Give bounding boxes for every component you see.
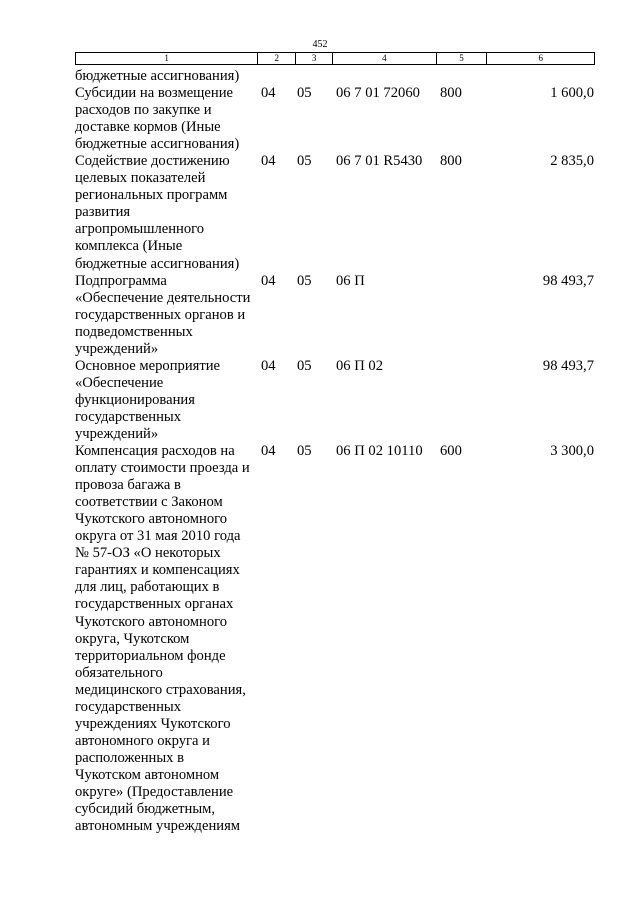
description-line: функционирования <box>75 391 195 408</box>
column-header-1: 1 <box>76 53 258 64</box>
description-line: провоза багажа в <box>75 477 181 494</box>
description-line: округе» (Предоставление <box>75 783 234 800</box>
expense-type-code: 600 <box>440 443 462 460</box>
target-article-code: 06 7 01 72060 <box>336 85 420 102</box>
description-line: бюджетные ассигнования) <box>75 255 240 272</box>
description-line: расположенных в <box>75 749 185 766</box>
table-row <box>75 273 595 358</box>
description-line: учреждениях Чукотского <box>75 715 231 732</box>
row-description <box>75 358 258 443</box>
expense-type-code: 800 <box>440 85 462 102</box>
table-row <box>75 68 595 85</box>
expense-type-code: 800 <box>440 153 462 170</box>
description-line: автономным учреждениям <box>75 818 241 835</box>
description-line: Чукотском автономном <box>75 766 220 783</box>
description-line: бюджетные ассигнования) <box>75 136 240 153</box>
table-row <box>75 443 595 835</box>
description-line: государственных органов и <box>75 306 246 323</box>
description-line: государственных <box>75 408 182 425</box>
description-line: «Обеспечение <box>75 374 164 391</box>
subsection-code: 05 <box>297 357 312 374</box>
table-body <box>75 68 595 835</box>
column-header-3: 3 <box>296 53 333 64</box>
subsection-code: 05 <box>297 153 312 170</box>
description-line: Чукотского автономного <box>75 511 228 528</box>
column-header-4: 4 <box>333 53 437 64</box>
target-article-code: 06 П 02 10110 <box>336 443 423 460</box>
description-line: региональных программ <box>75 187 228 204</box>
table-row <box>75 153 595 272</box>
page-number: 452 <box>312 39 328 50</box>
description-line: Подпрограмма <box>75 272 167 289</box>
description-line: государственных <box>75 698 182 715</box>
description-line: для лиц, работающих в <box>75 579 220 596</box>
row-description <box>75 273 258 358</box>
amount: 98 493,7 <box>542 357 594 374</box>
row-description <box>75 68 258 85</box>
description-line: оплату стоимости проезда и <box>75 460 250 477</box>
description-line: бюджетные ассигнования) <box>75 68 240 84</box>
description-line: субсидий бюджетным, <box>75 801 216 818</box>
description-line: Содействие достижению <box>75 153 230 170</box>
table-row <box>75 85 595 153</box>
description-line: Основное мероприятие <box>75 357 221 374</box>
description-line: медицинского страхования, <box>75 681 246 698</box>
row-description <box>75 443 258 835</box>
amount: 2 835,0 <box>550 153 594 170</box>
amount: 3 300,0 <box>550 443 594 460</box>
description-line: соответствии с Законом <box>75 494 223 511</box>
description-line: государственных органах <box>75 596 234 613</box>
description-line: Компенсация расходов на <box>75 443 235 460</box>
description-line: Чукотского автономного <box>75 613 228 630</box>
subsection-code: 05 <box>297 272 312 289</box>
description-line: агропромышленного <box>75 221 205 238</box>
table-row <box>75 358 595 443</box>
description-line: доставке кормов (Иные <box>75 119 221 136</box>
section-code: 04 <box>261 443 276 460</box>
description-line: подведомственных <box>75 323 193 340</box>
target-article-code: 06 7 01 R5430 <box>336 153 423 170</box>
description-line: «Обеспечение деятельности <box>75 289 251 306</box>
column-header-6: 6 <box>538 53 543 63</box>
description-line: целевых показателей <box>75 170 206 187</box>
description-line: гарантиях и компенсациях <box>75 562 240 579</box>
description-line: округа от 31 мая 2010 года <box>75 528 241 545</box>
amount: 1 600,0 <box>550 85 594 102</box>
description-line: автономного округа и <box>75 732 210 749</box>
section-code: 04 <box>261 85 276 102</box>
row-description <box>75 85 258 153</box>
section-code: 04 <box>261 357 276 374</box>
subsection-code: 05 <box>297 85 312 102</box>
column-header-5: 5 <box>437 53 488 64</box>
table-header <box>75 52 595 65</box>
description-line: комплекса (Иные <box>75 238 183 255</box>
section-code: 04 <box>261 153 276 170</box>
description-line: расходов по закупке и <box>75 102 212 119</box>
section-code: 04 <box>261 272 276 289</box>
subsection-code: 05 <box>297 443 312 460</box>
row-description <box>75 153 258 272</box>
description-line: Субсидии на возмещение <box>75 85 233 102</box>
target-article-code: 06 П 02 <box>336 357 384 374</box>
description-line: учреждений» <box>75 425 159 442</box>
column-header-2: 2 <box>258 53 296 64</box>
description-line: округа, Чукотском <box>75 630 190 647</box>
amount: 98 493,7 <box>542 272 594 289</box>
description-line: территориальном фонде <box>75 647 226 664</box>
description-line: обязательного <box>75 664 163 681</box>
description-line: развития <box>75 204 131 221</box>
description-line: учреждений» <box>75 340 159 357</box>
target-article-code: 06 П <box>336 272 365 289</box>
description-line: № 57-ОЗ «О некоторых <box>75 545 221 562</box>
